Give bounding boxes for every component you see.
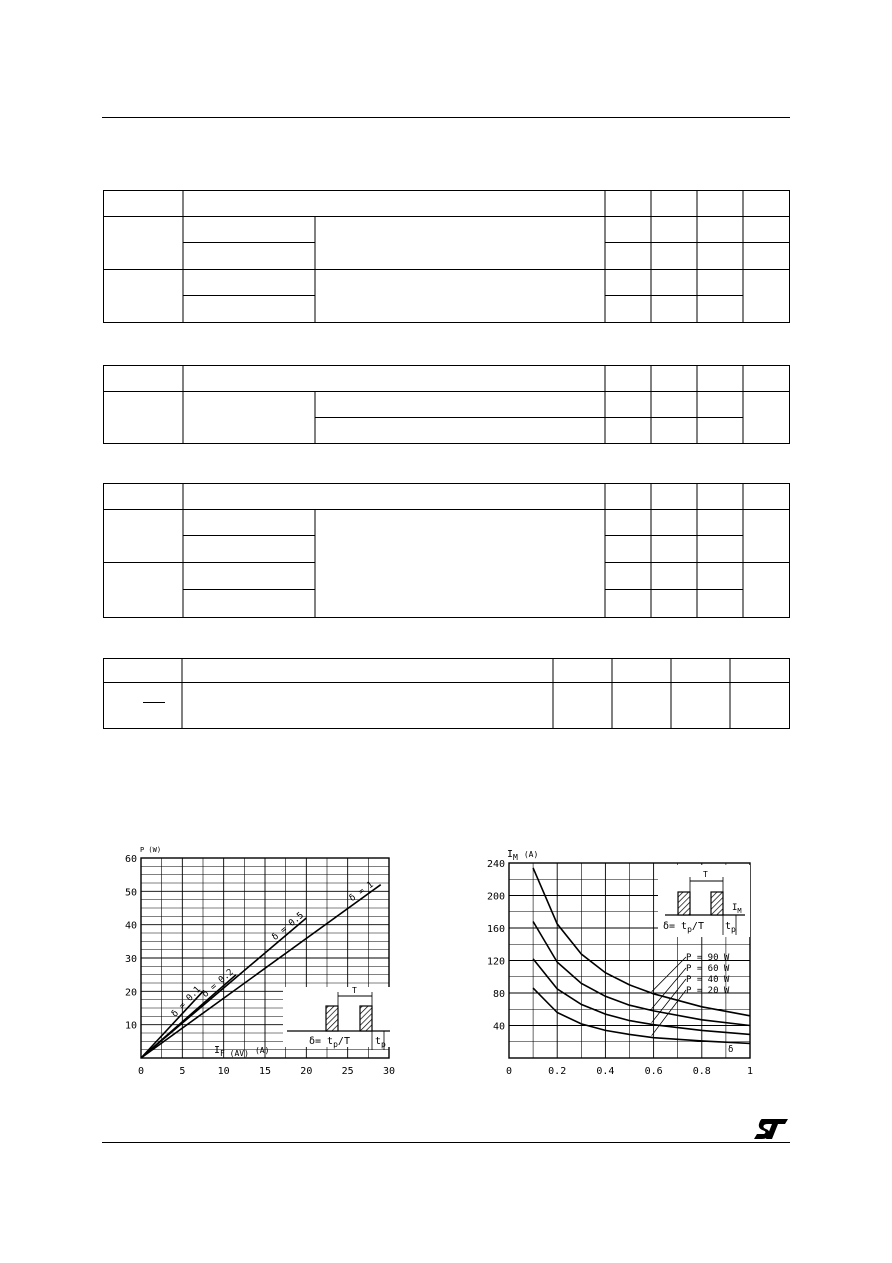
right-y-tick-label: 40 <box>492 1021 505 1033</box>
left-x-tick-label: 10 <box>217 1066 230 1077</box>
left-y-tick-label: 40 <box>124 920 137 932</box>
left-chart-svg <box>115 840 405 1080</box>
table-4 <box>103 658 790 730</box>
table-1-grid <box>103 190 791 324</box>
left-y-tick-label: 60 <box>124 854 137 865</box>
right-x-tick-label: 1 <box>746 1066 754 1077</box>
right-y-tick-label: 120 <box>486 956 505 968</box>
right-x-tick-label: 0.2 <box>548 1066 567 1077</box>
right-inset-pulse-2 <box>711 892 723 915</box>
left-x-tick-label: 30 <box>382 1066 396 1077</box>
right-x-tick-label: 0.4 <box>596 1066 615 1077</box>
right-power-label: P = 20 W <box>686 986 730 996</box>
right-y-tick-label: 240 <box>486 859 505 870</box>
right-x-tick-label: 0.8 <box>692 1066 711 1077</box>
right-y-tick-label: 200 <box>486 891 505 903</box>
left-y-tick-label: 20 <box>124 987 137 999</box>
left-chart <box>115 840 405 1085</box>
left-curve-label: δ = 1 <box>347 879 376 904</box>
right-chart-y-label: $I_M$ $^{(A)}$ <box>507 849 539 862</box>
header-rule <box>102 117 790 118</box>
left-y-tick-label: 30 <box>124 954 137 965</box>
left-inset-tp: $t_p$ <box>375 1036 386 1049</box>
right-y-tick-label: 80 <box>492 989 505 1000</box>
left-chart-inset <box>283 986 393 1050</box>
right-chart-inset <box>658 865 750 937</box>
right-inset-T: T <box>703 870 708 879</box>
right-series-line <box>533 988 750 1043</box>
right-power-label: P = 40 W <box>686 975 730 985</box>
left-inset-formula: $\delta= t_p/T$ <box>309 1036 350 1049</box>
right-inset-formula: $\delta= t_p/T$ <box>663 921 704 934</box>
left-x-tick-label: 15 <box>258 1066 272 1077</box>
left-x-tick-label: 20 <box>300 1066 313 1077</box>
right-x-tick-label: 0 <box>505 1066 513 1077</box>
right-inset-tp: $t_p$ <box>725 921 736 934</box>
right-chart-x-end-label: δ <box>728 1045 734 1055</box>
left-y-tick-label: 10 <box>124 1020 137 1032</box>
right-label-leader <box>652 990 686 1036</box>
left-x-tick-label: 0 <box>137 1066 145 1077</box>
left-x-tick-label: 5 <box>179 1066 186 1077</box>
table-2 <box>103 365 790 445</box>
right-chart <box>480 840 780 1085</box>
left-inset-pulse-2 <box>360 1006 372 1031</box>
table-1 <box>103 190 790 324</box>
left-chart-y-title: P (W) <box>140 846 162 854</box>
table-2-grid <box>103 365 791 445</box>
left-inset-pulse-1 <box>326 1006 338 1031</box>
right-chart-svg <box>480 840 780 1080</box>
left-curve-label: δ = 0.1 <box>169 984 204 1020</box>
left-curve-label: δ = 0.2 <box>200 967 236 1000</box>
left-x-tick-label: 25 <box>341 1066 354 1077</box>
right-x-tick-label: 0.6 <box>644 1066 663 1077</box>
table-3-grid <box>103 483 791 619</box>
left-chart-x-label: $I_{F (AV)}$ $^{(A)}$ <box>214 1045 270 1058</box>
right-power-label: P = 90 W <box>686 953 730 963</box>
right-inset-IM: $I_M$ <box>732 903 742 915</box>
left-curve-label: δ = 0.5 <box>270 910 306 943</box>
table-3 <box>103 483 790 619</box>
left-inset-T: T <box>352 986 357 995</box>
right-power-label: P = 60 W <box>686 964 730 974</box>
footer-rule <box>102 1142 790 1143</box>
table-4-grid <box>103 658 791 730</box>
right-chart-power-labels <box>652 953 730 1036</box>
left-y-tick-label: 50 <box>124 887 137 899</box>
right-inset-pulse-1 <box>678 892 690 915</box>
right-y-tick-label: 160 <box>486 924 505 935</box>
st-logo <box>752 1117 790 1146</box>
